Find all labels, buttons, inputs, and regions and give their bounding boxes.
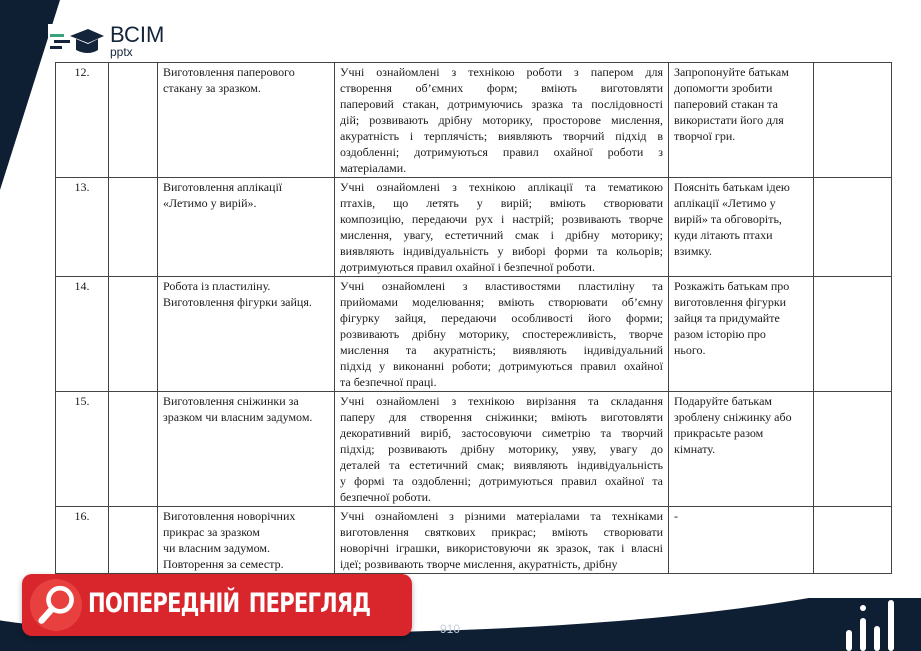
topic-cell-line: Виготовлення аплікації xyxy=(163,180,283,194)
parents-cell xyxy=(669,392,814,507)
parents-cell-line: Подаруйте батькам xyxy=(674,394,772,408)
topic-cell-line: Повторення за семестр. xyxy=(163,557,284,571)
topic-cell-line: Виготовлення сніжинки за xyxy=(163,394,299,408)
row-number: 13. xyxy=(56,178,109,277)
graduation-cap-icon xyxy=(48,26,106,56)
parents-cell-line: кімнату. xyxy=(674,442,716,456)
table-row xyxy=(56,178,892,277)
parents-cell-line: вирій» та обговоріть, xyxy=(674,212,782,226)
outcome-cell xyxy=(335,392,669,507)
row-number: 12. xyxy=(56,63,109,178)
parents-cell-line: Поясніть батькам ідею xyxy=(674,180,790,194)
outcome-cell-line: дотримуються правил охайної і безпечної роботи. xyxy=(340,260,595,274)
outcome-cell-line: оздобленні; дотримуються правил охайної роботи з xyxy=(340,145,663,159)
outcome-cell-line: композицію, передаючи рух і настрій; розвивають творче xyxy=(340,212,663,226)
date-cell xyxy=(109,507,158,574)
parents-cell-line: аплікації «Летимо у xyxy=(674,196,776,210)
outcome-cell-line: Учні ознайомлені з технікою аплікації та тематикою xyxy=(340,180,663,194)
parents-cell-line: куди літають птахи xyxy=(674,228,773,242)
table-row xyxy=(56,507,892,574)
topic-cell-line: прикрас за зразком xyxy=(163,525,260,539)
outcome-cell-line: прийомами моделювання; вміють створювати об’ємну xyxy=(340,295,663,309)
outcome-cell-line: виготовлення святкових прикрас; вміють створювати xyxy=(340,525,663,539)
outcome-cell-line: та безпечної праці. xyxy=(340,375,437,389)
outcome-cell-line: птахів, що летять у вирій; вміють створювати xyxy=(340,196,663,210)
topic-cell-line: Виготовлення фігурки зайця. xyxy=(163,295,312,309)
outcome-cell-line: виявляють індивідуальність у виборі форми та кольорів; xyxy=(340,244,663,258)
outcome-cell xyxy=(335,178,669,277)
outcome-cell-line: мислення, увагу, естетичний смак і дрібну моторику; xyxy=(340,228,663,242)
outcome-cell-line: фігурку зайця, передаючи особливості його форми; xyxy=(340,311,663,325)
parents-cell-line: творчої гри. xyxy=(674,129,736,143)
row-number: 14. xyxy=(56,277,109,392)
outcome-cell-line: декоративний виріб, застосовуючи симетрію та творчий xyxy=(340,426,663,440)
note-cell xyxy=(814,507,892,574)
outcome-cell-line: Учні ознайомлені з властивостями пластиліну та xyxy=(340,279,663,293)
outcome-cell-line: мислення та акуратність; виявляють індивідуальний xyxy=(340,343,663,357)
parents-cell-line: Запропонуйте батькам xyxy=(674,65,789,79)
outcome-cell-line: підхід у виконанні роботи; дотримуються правил охайної xyxy=(340,359,663,373)
outcome-cell xyxy=(335,277,669,392)
parents-cell xyxy=(669,63,814,178)
parents-cell xyxy=(669,507,814,574)
page-number: 910 xyxy=(440,622,461,636)
date-cell xyxy=(109,392,158,507)
topic-cell-line: Виготовлення паперового xyxy=(163,65,295,79)
parents-cell-line: - xyxy=(674,509,678,523)
preview-badge[interactable] xyxy=(22,574,412,636)
outcome-cell-line: деталей та естетичний смак; виявляють індивідуальність xyxy=(340,458,663,472)
parents-cell-line: виготовлення фігурки xyxy=(674,295,787,309)
topic-cell-line: стакану за зразком. xyxy=(163,81,261,95)
row-number: 15. xyxy=(56,392,109,507)
date-cell xyxy=(109,277,158,392)
parents-cell-line: Розкажіть батькам про xyxy=(674,279,790,293)
outcome-cell-line: Учні ознайомлені з технікою роботи з папером для xyxy=(340,65,663,79)
parents-cell-line: зайця та придумайте xyxy=(674,311,780,325)
topic-cell xyxy=(158,63,335,178)
magnifier-icon xyxy=(30,579,82,631)
parents-cell-line: зроблену сніжинку або xyxy=(674,410,792,424)
topic-cell-line: «Летимо у вирій». xyxy=(163,196,257,210)
outcome-cell-line: підхід; розвивають дрібну моторику, уяву, увагу до xyxy=(340,442,663,456)
note-cell xyxy=(814,392,892,507)
parents-cell-line: разом історію про xyxy=(674,327,766,341)
parents-cell-line: нього. xyxy=(674,343,706,357)
outcome-cell-line: розвивають дрібну моторику, спостережливість, творче xyxy=(340,327,663,341)
lesson-table xyxy=(55,62,892,574)
topic-cell-line: зразком чи власним задумом. xyxy=(163,410,313,424)
topic-cell xyxy=(158,392,335,507)
parents-cell xyxy=(669,277,814,392)
logo xyxy=(48,24,168,58)
row-number: 16. xyxy=(56,507,109,574)
parents-cell-line: прикрасьте разом xyxy=(674,426,764,440)
topic-cell xyxy=(158,507,335,574)
note-cell xyxy=(814,277,892,392)
preview-line-1: ПОПЕРЕДНІЙ xyxy=(88,588,240,619)
topic-cell-line: Виготовлення новорічних xyxy=(163,509,296,523)
preview-line-2: ПЕРЕГЛЯД xyxy=(248,588,371,619)
logo-title: ВСІМ xyxy=(110,22,165,47)
topic-cell xyxy=(158,277,335,392)
note-cell xyxy=(814,63,892,178)
topic-cell xyxy=(158,178,335,277)
date-cell xyxy=(109,63,158,178)
bars-logo-icon xyxy=(838,590,913,651)
parents-cell xyxy=(669,178,814,277)
topic-cell-line: чи власним задумом. xyxy=(163,541,271,555)
outcome-cell xyxy=(335,63,669,178)
table-row xyxy=(56,277,892,392)
outcome-cell-line: ідеї; розвивають творче мислення, акуратність, дрібну xyxy=(340,557,618,571)
date-cell xyxy=(109,178,158,277)
logo-subtitle: pptx xyxy=(110,45,133,59)
outcome-cell-line: Учні ознайомлені з технікою вирізання та складання xyxy=(340,394,663,408)
note-cell xyxy=(814,178,892,277)
outcome-cell-line: акуратність і терплячість; виявляють творчий підхід в xyxy=(340,129,663,143)
outcome-cell-line: Учні ознайомлені з різними матеріалами та техніками xyxy=(340,509,663,523)
outcome-cell-line: новорічні іграшки, використовуючи як зразок, так і власні xyxy=(340,541,663,555)
topic-cell-line: Робота із пластиліну. xyxy=(163,279,271,293)
outcome-cell-line: безпечної роботи. xyxy=(340,490,432,504)
outcome-cell xyxy=(335,507,669,574)
outcome-cell-line: паперу для створення сніжинки; вміють виготовляти xyxy=(340,410,663,424)
outcome-cell-line: дій; розвивають дрібну моторику, просторове мислення, xyxy=(340,113,663,127)
parents-cell-line: використати його для xyxy=(674,113,784,127)
parents-cell-line: паперовий стакан та xyxy=(674,97,779,111)
outcome-cell-line: у формі та оздобленні; дотримуються правил охайної та xyxy=(340,474,663,488)
table-row xyxy=(56,63,892,178)
outcome-cell-line: матеріалами. xyxy=(340,161,407,175)
table-row xyxy=(56,392,892,507)
parents-cell-line: взимку. xyxy=(674,244,712,258)
parents-cell-line: допомогти зробити xyxy=(674,81,773,95)
outcome-cell-line: паперовий стакан, дотримуючись зразка та послідовності xyxy=(340,97,663,111)
outcome-cell-line: створення об’ємних форм; вміють виготовляти xyxy=(340,81,663,95)
